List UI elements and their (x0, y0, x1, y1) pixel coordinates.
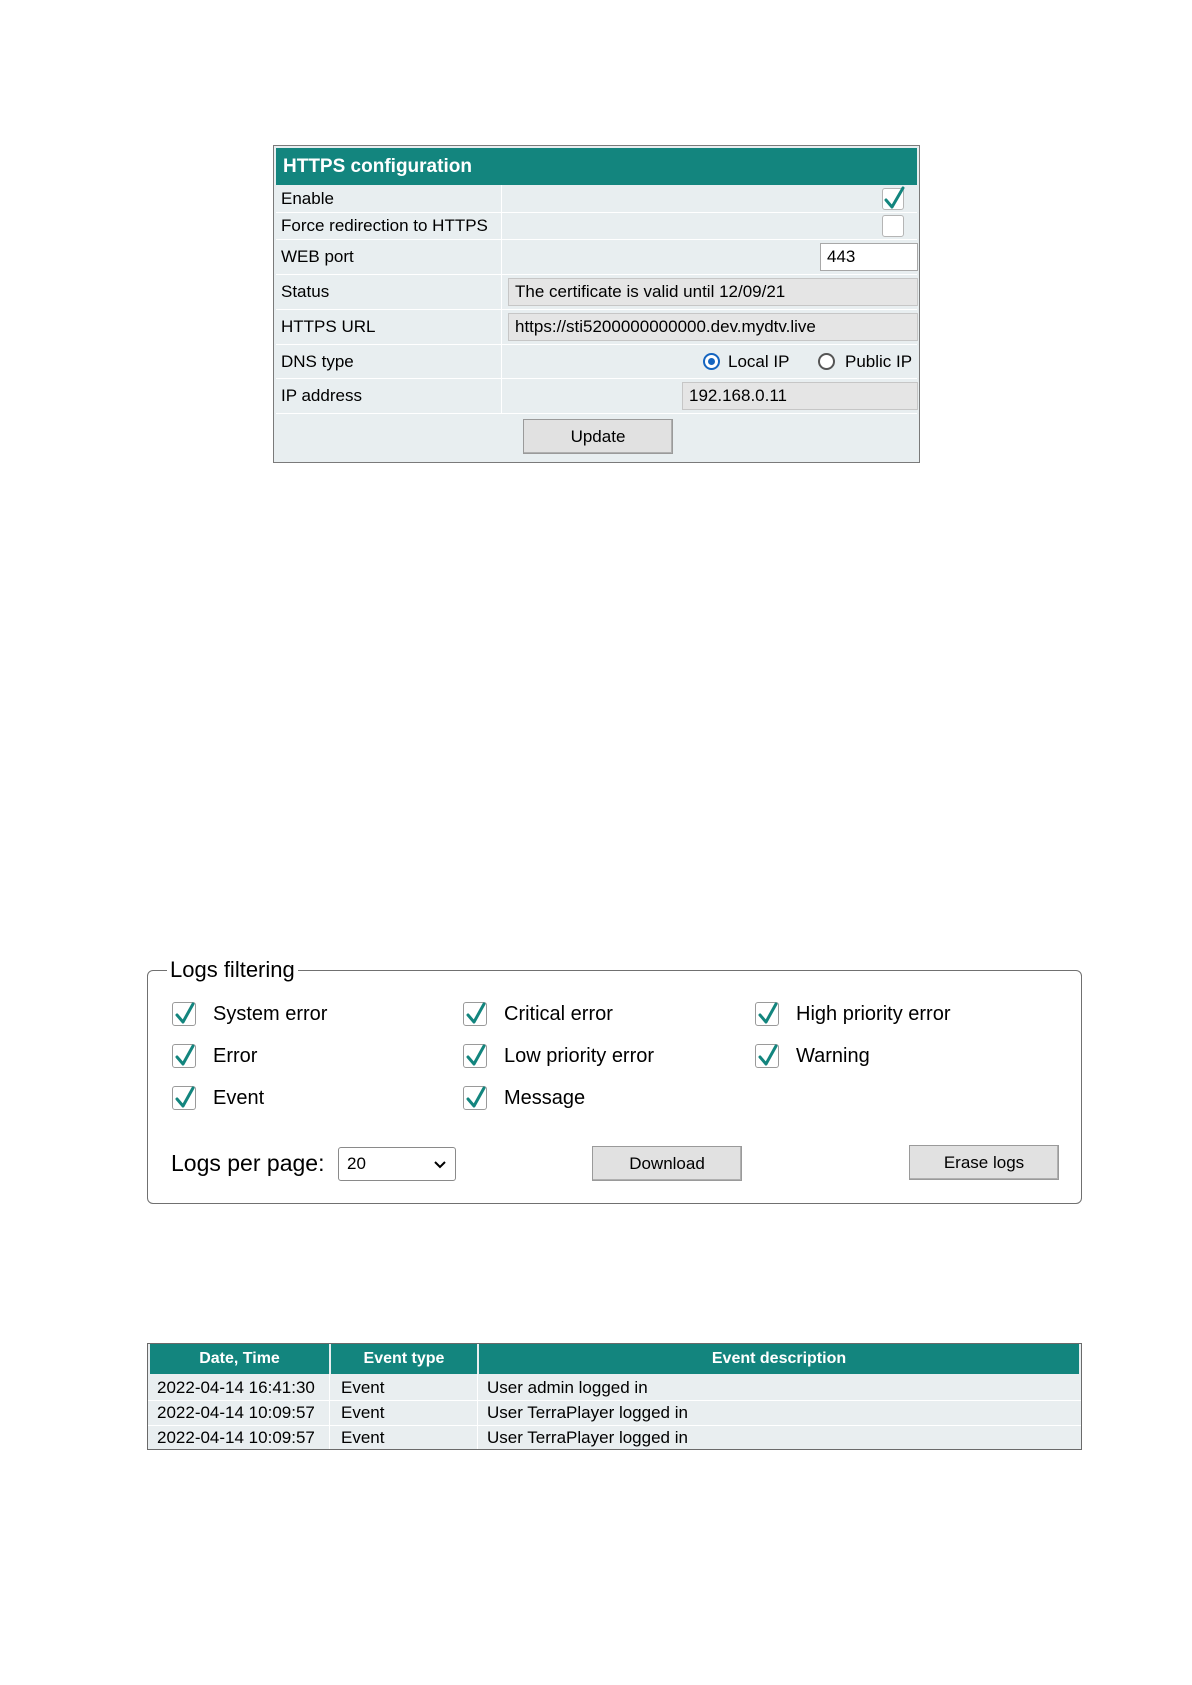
filter-high-priority-error[interactable] (755, 1001, 950, 1027)
low-priority-error-checkbox[interactable] (463, 1044, 487, 1068)
cell-event-description: User TerraPlayer logged in (487, 1428, 688, 1447)
table-row (148, 1401, 1081, 1426)
column-header-event-type[interactable]: Event type (331, 1344, 477, 1374)
checkmark-icon (883, 186, 907, 212)
filter-message[interactable] (463, 1085, 585, 1111)
checkmark-icon (465, 1085, 487, 1111)
status-row (276, 275, 917, 310)
cell-event-type: Event (341, 1403, 385, 1422)
web-port-label: WEB port (281, 240, 502, 274)
high-priority-error-checkbox[interactable] (755, 1002, 779, 1026)
enable-checkbox[interactable] (882, 188, 904, 210)
error-label: Error (213, 1044, 258, 1067)
public-ip-label: Public IP (845, 352, 913, 371)
enable-row (276, 185, 917, 213)
filter-critical-error[interactable] (463, 1001, 613, 1027)
dns-type-label: DNS type (281, 345, 502, 378)
enable-label: Enable (281, 185, 502, 212)
erase-logs-button[interactable]: Erase logs (909, 1145, 1059, 1180)
status-field: The certificate is valid until 12/09/21 (508, 278, 918, 306)
ip-address-label: IP address (281, 379, 502, 413)
filter-system-error[interactable] (172, 1001, 327, 1027)
logs-per-page-label: Logs per page: (171, 1150, 325, 1176)
system-error-checkbox[interactable] (172, 1002, 196, 1026)
public-ip-radio[interactable] (818, 353, 835, 370)
web-port-row (276, 240, 917, 275)
message-checkbox[interactable] (463, 1086, 487, 1110)
update-button[interactable]: Update (523, 419, 673, 454)
local-ip-radio[interactable] (703, 353, 720, 370)
ip-address-field: 192.168.0.11 (682, 382, 918, 410)
ip-address-row (276, 379, 917, 414)
event-checkbox[interactable] (172, 1086, 196, 1110)
cell-date-time: 2022-04-14 16:41:30 (157, 1378, 315, 1397)
panel-title: HTTPS configuration (276, 148, 917, 185)
status-label: Status (281, 275, 502, 309)
cell-event-description: User TerraPlayer logged in (487, 1403, 688, 1422)
critical-error-label: Critical error (504, 1002, 613, 1025)
message-label: Message (504, 1086, 586, 1109)
error-checkbox[interactable] (172, 1044, 196, 1068)
filter-warning[interactable] (755, 1043, 870, 1069)
cell-event-description: User admin logged in (487, 1378, 648, 1397)
high-priority-error-label: High priority error (796, 1002, 951, 1025)
filter-low-priority-error[interactable] (463, 1043, 654, 1069)
checkmark-icon (174, 1085, 196, 1111)
log-table (147, 1343, 1082, 1450)
column-header-event-description[interactable]: Event description (479, 1344, 1079, 1374)
system-error-label: System error (213, 1002, 328, 1025)
checkmark-icon (757, 1001, 779, 1027)
cell-event-type: Event (341, 1378, 385, 1397)
https-url-label: HTTPS URL (281, 310, 502, 344)
cell-event-type: Event (341, 1428, 385, 1447)
checkmark-icon (174, 1043, 196, 1069)
logs-filtering-legend: Logs filtering (167, 957, 298, 983)
checkmark-icon (465, 1001, 487, 1027)
cell-date-time: 2022-04-14 10:09:57 (157, 1403, 315, 1422)
logs-per-page-select[interactable] (338, 1147, 456, 1181)
checkmark-icon (465, 1043, 487, 1069)
https-url-row (276, 310, 917, 345)
table-row (148, 1376, 1081, 1401)
warning-label: Warning (796, 1044, 870, 1067)
low-priority-error-label: Low priority error (504, 1044, 655, 1067)
cell-date-time: 2022-04-14 10:09:57 (157, 1428, 315, 1447)
filter-event[interactable] (172, 1085, 264, 1111)
logs-per-page-value: 20 (347, 1154, 366, 1173)
force-redirection-row (276, 213, 917, 240)
web-port-input[interactable]: 443 (820, 243, 918, 271)
table-row (148, 1426, 1081, 1450)
column-header-date-time[interactable]: Date, Time (150, 1344, 329, 1374)
dns-type-row (276, 345, 917, 379)
download-button[interactable]: Download (592, 1146, 742, 1181)
force-redirection-label: Force redirection to HTTPS (281, 213, 502, 239)
warning-checkbox[interactable] (755, 1044, 779, 1068)
https-configuration-panel (273, 145, 920, 463)
filter-error[interactable] (172, 1043, 257, 1069)
force-redirection-checkbox[interactable] (882, 215, 904, 237)
event-label: Event (213, 1086, 265, 1109)
local-ip-label: Local IP (728, 352, 790, 371)
chevron-down-icon (433, 1160, 447, 1170)
https-url-field: https://sti5200000000000.dev.mydtv.live (508, 313, 918, 341)
checkmark-icon (174, 1001, 196, 1027)
critical-error-checkbox[interactable] (463, 1002, 487, 1026)
checkmark-icon (757, 1043, 779, 1069)
